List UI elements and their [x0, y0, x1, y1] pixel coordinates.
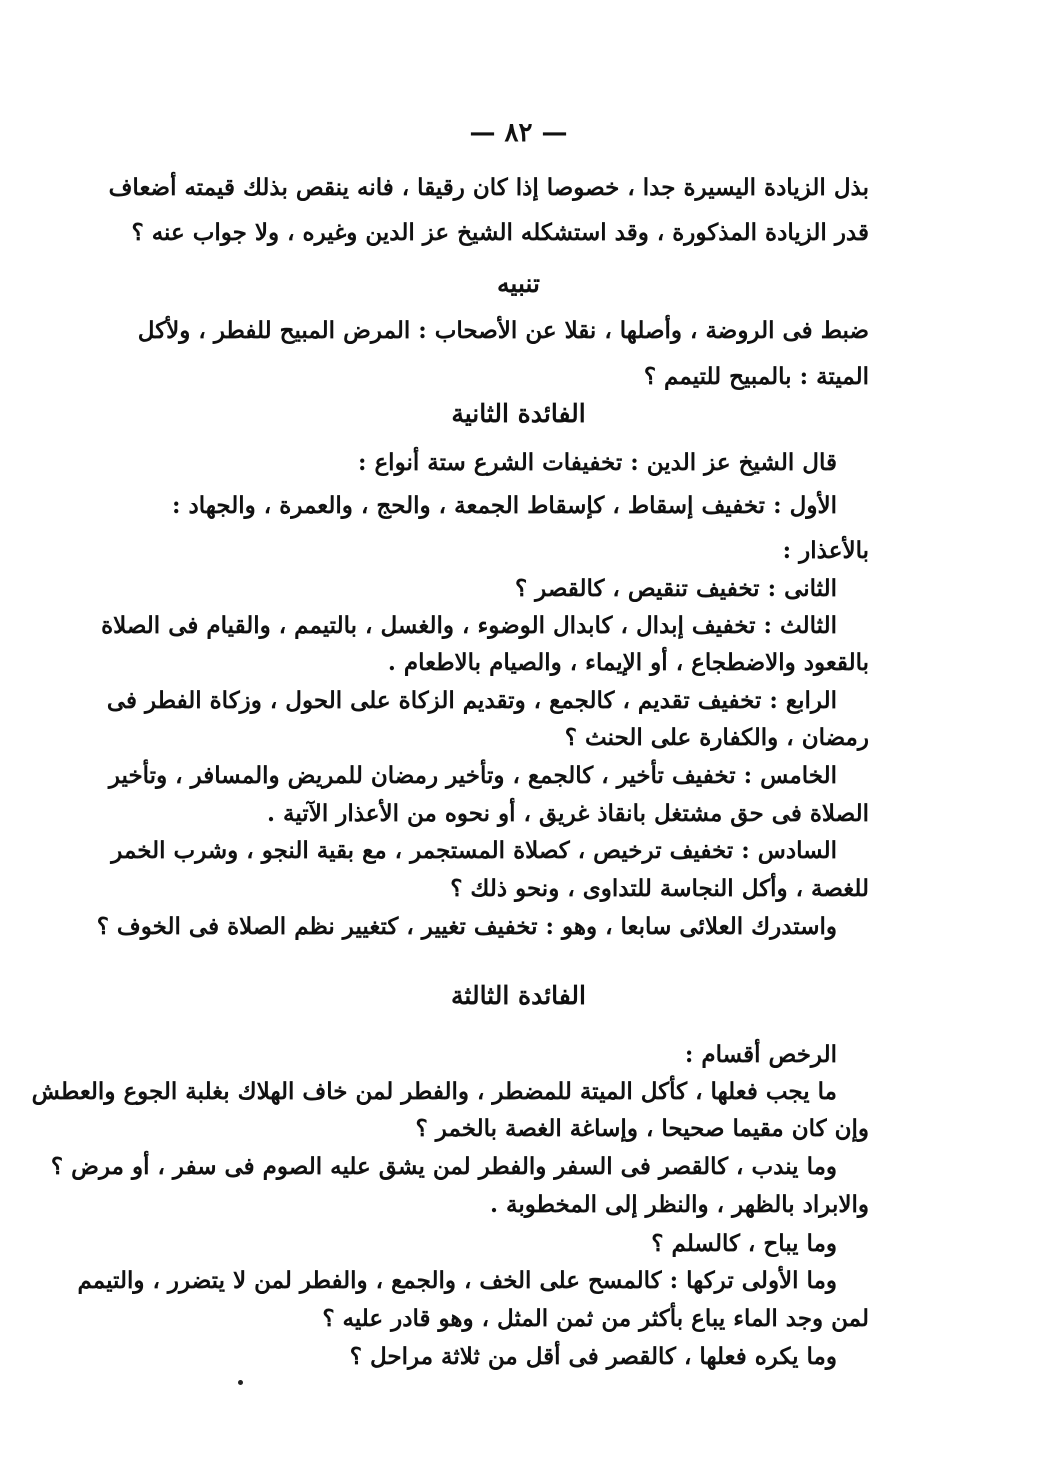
heading-third: الفائدة الثالثة — [451, 981, 586, 1010]
text-line: الرابع : تخفيف تقديم ، كالجمع ، وتقديم الزكاة على الحول ، وزكاة الفطر فى — [106, 687, 837, 714]
text-line: والابراد بالظهر ، والنظر إلى المخطوبة . — [490, 1191, 869, 1218]
text-line: الثانى : تخفيف تنقيص ، كالقصر ؟ — [514, 575, 837, 602]
text-line: وما يكره فعلها ، كالقصر فى أقل من ثلاثة مراحل ؟ — [349, 1343, 837, 1370]
text-line: بالأعذار : — [782, 537, 869, 564]
text-line: وما يباح ، كالسلم ؟ — [651, 1230, 837, 1257]
text-line: قدر الزيادة المذكورة ، وقد استشكله الشيخ عز الدين وغيره ، ولا جواب عنه ؟ — [131, 219, 869, 246]
text-line: وما الأولى تركها : كالمسح على الخف ، والجمع ، والفطر لمن لا يتضرر ، والتيمم — [77, 1267, 837, 1294]
heading-second: الفائدة الثانية — [451, 399, 586, 428]
page-number: — ٨٢ — — [469, 118, 568, 148]
text-line: الخامس : تخفيف تأخير ، كالجمع ، وتأخير رمضان للمريض والمسافر ، وتأخير — [108, 762, 837, 789]
text-line: رمضان ، والكفارة على الحنث ؟ — [564, 724, 869, 751]
text-line: الأول : تخفيف إسقاط ، كإسقاط الجمعة ، والحج ، والعمرة ، والجهاد : — [172, 492, 837, 519]
print-mark — [238, 1380, 243, 1385]
text-line: الصلاة فى حق مشتغل بانقاذ غريق ، أو نحوه من الأعذار الآتية . — [267, 800, 869, 827]
text-line: واستدرك العلائى سابعا ، وهو : تخفيف تغيير ، كتغيير نظم الصلاة فى الخوف ؟ — [96, 913, 837, 940]
text-line: وإن كان مقيما صحيحا ، وإساغة الغصة بالخمر ؟ — [415, 1115, 869, 1142]
text-line: ما يجب فعلها ، كأكل الميتة للمضطر ، والفطر لمن خاف الهلاك بغلبة الجوع والعطش — [31, 1078, 837, 1105]
text-line: للغصة ، وأكل النجاسة للتداوى ، ونحو ذلك ؟ — [450, 875, 869, 902]
text-line: لمن وجد الماء يباع بأكثر من ثمن المثل ، وهو قادر عليه ؟ — [322, 1305, 869, 1332]
text-line: ضبط فى الروضة ، وأصلها ، نقلا عن الأصحاب : المرض المبيح للفطر ، ولأكل — [137, 317, 869, 344]
text-line: السادس : تخفيف ترخيص ، كصلاة المستجمر ، مع بقية النجو ، وشرب الخمر — [111, 837, 837, 864]
text-line: بالقعود والاضطجاع ، أو الإيماء ، والصيام بالاطعام . — [387, 649, 869, 676]
text-line: قال الشيخ عز الدين : تخفيفات الشرع ستة أنواع : — [357, 449, 837, 476]
text-line: الثالث : تخفيف إبدال ، كابدال الوضوء ، والغسل ، بالتيمم ، والقيام فى الصلاة — [101, 612, 837, 639]
text-line: وما يندب ، كالقصر فى السفر والفطر لمن يشق عليه الصوم فى سفر ، أو مرض ؟ — [50, 1153, 837, 1180]
text-line: بذل الزيادة اليسيرة جدا ، خصوصا إذا كان رقيقا ، فانه ينقص بذلك قيمته أضعاف — [108, 174, 869, 201]
text-line: الرخص أقسام : — [684, 1041, 837, 1068]
text-line: الميتة : بالمبيح للتيمم ؟ — [643, 363, 869, 390]
heading-tanbih: تنبيه — [497, 269, 540, 298]
